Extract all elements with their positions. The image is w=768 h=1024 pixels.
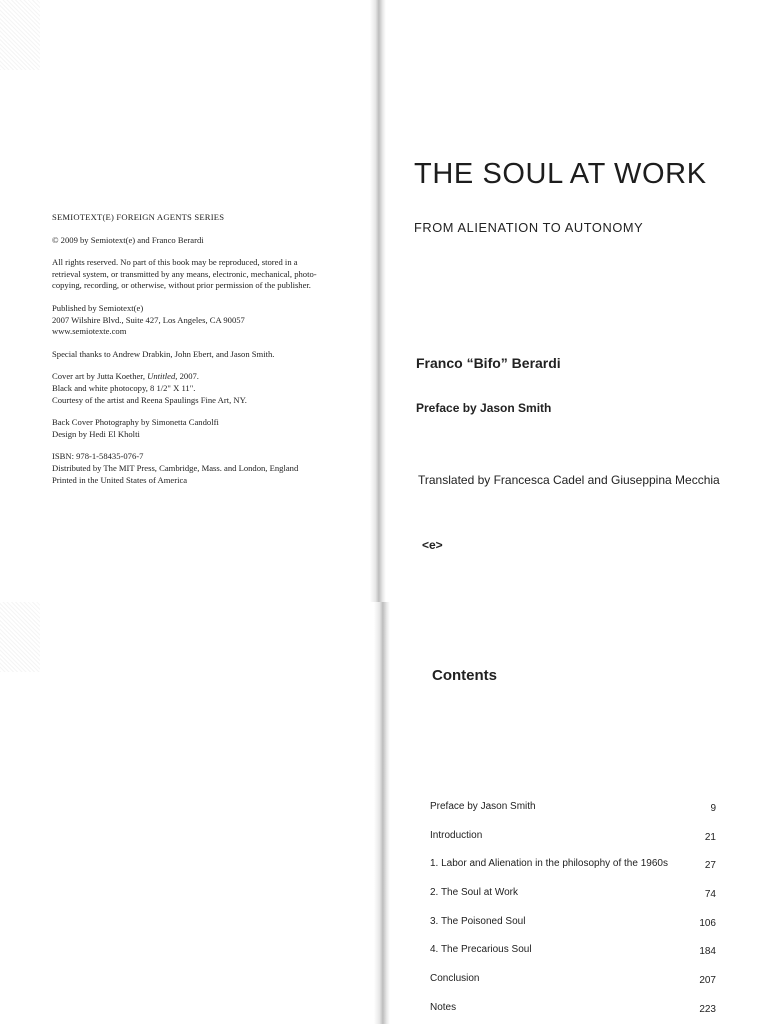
toc-entry — [430, 887, 716, 916]
toc-entry — [430, 944, 716, 973]
cover-medium: Black and white photocopy, 8 1/2" X 11". — [52, 382, 196, 393]
scan-artifact — [0, 0, 40, 70]
rights-line: copying, recording, or otherwise, without prior permission of the publisher. — [52, 280, 311, 291]
preface-credit: Preface by Jason Smith — [416, 401, 552, 415]
toc-entry-page: 9 — [710, 803, 716, 814]
toc-entry-title: Conclusion — [430, 973, 480, 985]
publisher-line: Published by Semiotext(e) — [52, 302, 144, 313]
book-title: THE SOUL AT WORK — [414, 158, 707, 190]
publisher-website: www.semiotexte.com — [52, 326, 127, 337]
toc-entry-title: Notes — [430, 1001, 457, 1013]
scan-artifact — [0, 602, 40, 672]
cover-courtesy: Courtesy of the artist and Reena Spaulings Fine Art, NY. — [52, 394, 247, 405]
cover-art-line — [52, 371, 332, 383]
series-name: SEMIOTEXT(E) FOREIGN AGENTS SERIES — [52, 212, 225, 222]
toc-entry-page: 184 — [699, 946, 716, 958]
toc-entry-title: Introduction — [430, 829, 483, 841]
author-name: Franco “Bifo” Berardi — [416, 355, 561, 371]
cover-art-credits — [52, 371, 332, 406]
toc-entry — [430, 830, 716, 859]
toc-entry — [430, 916, 716, 945]
book-gutter — [374, 602, 390, 1024]
table-of-contents — [430, 801, 716, 1024]
toc-entry-page: 106 — [699, 917, 716, 929]
publisher-imprint-logo: <e> — [422, 538, 443, 552]
printed-in: Printed in the United States of America — [52, 474, 188, 485]
toc-entry — [430, 801, 716, 830]
publisher-address: 2007 Wilshire Blvd., Suite 427, Los Angeles, CA 90057 — [52, 314, 245, 325]
toc-entry-page: 21 — [704, 831, 716, 843]
contents-heading: Contents — [432, 667, 497, 684]
distributor: Distributed by The MIT Press, Cambridge, Mass. and London, England — [52, 462, 299, 473]
cover-art-suffix: , 2007. — [175, 371, 199, 382]
book-gutter — [370, 0, 386, 602]
translator-credit: Translated by Francesca Cadel and Giuseppina Mecchia — [418, 473, 720, 487]
toc-entry-title: 4. The Precarious Soul — [430, 944, 532, 956]
toc-entry — [430, 973, 716, 1002]
book-subtitle: FROM ALIENATION TO AUTONOMY — [414, 220, 644, 235]
copyright-notice: © 2009 by Semiotext(e) and Franco Berardi — [52, 234, 204, 245]
toc-entry — [430, 1002, 716, 1024]
copyright-page — [52, 212, 332, 497]
photography-credit: Back Cover Photography by Simonetta Candolfi — [52, 417, 219, 428]
toc-entry — [430, 858, 716, 887]
toc-entry-page: 74 — [704, 889, 716, 901]
toc-entry-page: 27 — [704, 860, 716, 872]
publisher-info — [52, 303, 332, 338]
rights-notice — [52, 257, 332, 292]
toc-entry-title: 1. Labor and Alienation in the philosophy of the 1960s — [430, 858, 668, 870]
toc-entry-page: 207 — [699, 975, 716, 987]
artwork-title: Untitled — [147, 371, 176, 382]
rights-line: All rights reserved. No part of this book may be reproduced, stored in a — [52, 257, 298, 268]
isbn-block — [52, 451, 332, 486]
bottom-book-spread — [0, 602, 768, 1024]
acknowledgements: Special thanks to Andrew Drabkin, John Ebert, and Jason Smith. — [52, 348, 275, 359]
toc-entry-title: 3. The Poisoned Soul — [430, 915, 526, 927]
toc-entry-title: Preface by Jason Smith — [430, 801, 536, 812]
toc-entry-title: 2. The Soul at Work — [430, 887, 519, 899]
isbn: ISBN: 978-1-58435-076-7 — [52, 451, 144, 462]
rights-line: retrieval system, or transmitted by any means, electronic, mechanical, photo- — [52, 268, 317, 279]
toc-entry-page: 223 — [699, 1003, 716, 1015]
design-credits — [52, 417, 332, 440]
cover-art-prefix: Cover art by Jutta Koether, — [52, 371, 148, 382]
design-credit: Design by Hedi El Kholti — [52, 428, 140, 439]
